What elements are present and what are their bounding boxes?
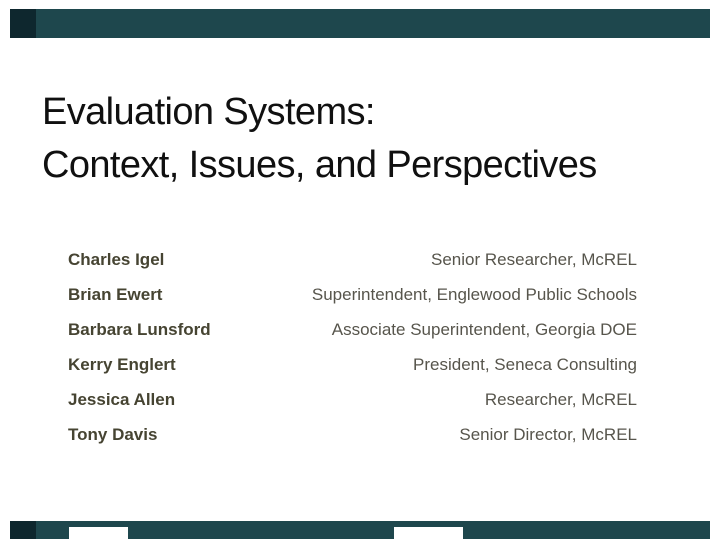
- participant-row: [68, 382, 637, 417]
- participant-role: Researcher, McREL: [484, 389, 637, 409]
- participant-name: Tony Davis: [68, 424, 158, 444]
- participant-name: Charles Igel: [68, 249, 165, 269]
- participant-row: [68, 417, 637, 452]
- top-bar-left-cap: [10, 9, 36, 38]
- bottom-bar-notch: [69, 527, 128, 539]
- participant-name: Barbara Lunsford: [68, 319, 211, 339]
- participant-role: Associate Superintendent, Georgia DOE: [331, 319, 637, 339]
- participant-name: Jessica Allen: [68, 389, 176, 409]
- participant-name: Brian Ewert: [68, 284, 163, 304]
- slide-title-line2: Context, Issues, and Perspectives: [42, 144, 597, 186]
- slide-title-line1: Evaluation Systems:: [42, 91, 375, 133]
- bottom-bar-left-cap: [10, 521, 36, 539]
- participant-role: Superintendent, Englewood Public Schools: [311, 284, 637, 304]
- participant-row: [68, 277, 637, 312]
- participant-row: [68, 242, 637, 277]
- bottom-bar-notch: [394, 527, 463, 539]
- participant-row: [68, 347, 637, 382]
- participants-list: [68, 242, 637, 452]
- participant-role: Senior Director, McREL: [459, 424, 637, 444]
- participant-name: Kerry Englert: [68, 354, 176, 374]
- slide-title: [42, 86, 597, 192]
- top-decoration-bar: [10, 9, 710, 38]
- participant-role: President, Seneca Consulting: [413, 354, 637, 374]
- bottom-decoration-bar: [10, 521, 710, 539]
- participant-role: Senior Researcher, McREL: [431, 249, 637, 269]
- participant-row: [68, 312, 637, 347]
